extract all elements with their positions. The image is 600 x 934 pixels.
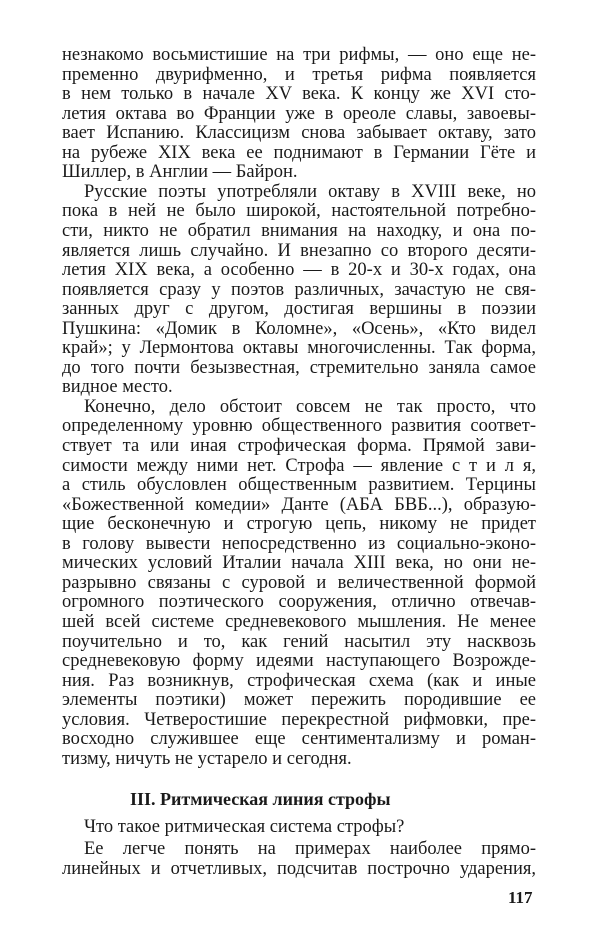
text-line: тизму, ничуть не устарело и сегодня.: [62, 748, 352, 769]
text-line: ствует та или иная строфическая форма. Прямой зави-: [62, 436, 536, 456]
text-line: элементы поэтики) может пережить породившие ее: [62, 690, 536, 711]
text-line: является лишь случайно. И внезапно со второго десяти-: [62, 240, 536, 261]
text-line: средневековую форму идеями наступающего Возрожде-: [62, 651, 536, 672]
text-line: пременно двурифменно, и третья рифма появляется: [62, 64, 536, 85]
text-line: щие бесконечную и строгую цепь, никому не придет: [62, 514, 536, 535]
text-line: поучительно и то, как гений насытил эту насквозь: [62, 631, 536, 652]
text-line: Пушкина: «Домик в Коломне», «Осень», «Кто видел: [62, 318, 536, 339]
text-line: Шиллер, в Англии — Байрон.: [62, 162, 298, 183]
text-line: занных друг с другом, достигая вершины в поэзии: [62, 299, 536, 320]
text-line: появляется сразу у поэтов различных, зачастую не свя-: [62, 279, 536, 300]
section-heading: III. Ритмическая линия строфы: [130, 789, 391, 809]
text-line: в нем только в начале XV века. К концу же XVI сто-: [62, 84, 536, 105]
text-line: Русские поэты употребляли октаву в XVIII веке, но: [84, 181, 536, 202]
text-line: условия. Четверостишие перекрестной рифмовки, пре-: [62, 709, 536, 730]
text-line: на рубеже XIX века ее поднимают в Германии Гёте и: [62, 142, 536, 163]
text-line: видное место.: [62, 377, 173, 398]
text-line: Конечно, дело обстоит совсем не так просто, что: [84, 396, 536, 417]
text-line: линейных и отчетливых, подсчитав построчно ударения,: [62, 858, 536, 879]
text-line: шей всей системе средневекового мышления. Не менее: [62, 611, 536, 632]
text-line: летия октава во Франции уже в ореоле славы, завоевы-: [62, 103, 536, 124]
text-line: восходно служившее еще сентиментализму и роман-: [62, 729, 536, 750]
text-line: Что такое ритмическая система строфы?: [84, 817, 405, 837]
text-line: край»; у Лермонтова октавы многочисленны. Так форма,: [62, 338, 536, 359]
text-line: разрывно связаны с суровой и величественной формой: [62, 572, 536, 593]
text-line: в голову вывести непосредственно из социально-эконо-: [62, 533, 536, 554]
text-line: симости между ними нет. Строфа — явление с т и л я,: [62, 455, 536, 476]
text-line: мических условий Италии начала XIII века, но они не-: [62, 553, 536, 574]
text-line: сти, никто не обратил внимания на находку, и она по-: [62, 220, 536, 241]
text-line: ния. Раз возникнув, строфическая схема (как и иные: [62, 670, 536, 691]
page-number: 117: [508, 888, 533, 907]
text-line: летия XIX века, а особенно — в 20-х и 30-х годах, она: [62, 260, 536, 281]
text-line: а стиль обусловлен общественным развитием. Терцины: [62, 475, 536, 496]
text-line: «Божественной комедии» Данте (АБА БВБ...), образую-: [62, 494, 536, 515]
text-line: незнакомо восьмистишие на три рифмы, — оно еще не-: [62, 45, 536, 65]
text-line: Ее легче понять на примерах наиболее прямо-: [84, 839, 536, 859]
text-line: пока в ней не было широкой, настоятельной потребно-: [62, 201, 536, 222]
text-line: огромного поэтического сооружения, отлично отвечав-: [62, 592, 536, 613]
text-line: вает Испанию. Классицизм снова забывает октаву, зато: [62, 123, 536, 144]
text-line: определенному уровню общественного развития соответ-: [62, 416, 536, 437]
text-line: до того почти безызвестная, стремительно заняла самое: [62, 357, 536, 378]
